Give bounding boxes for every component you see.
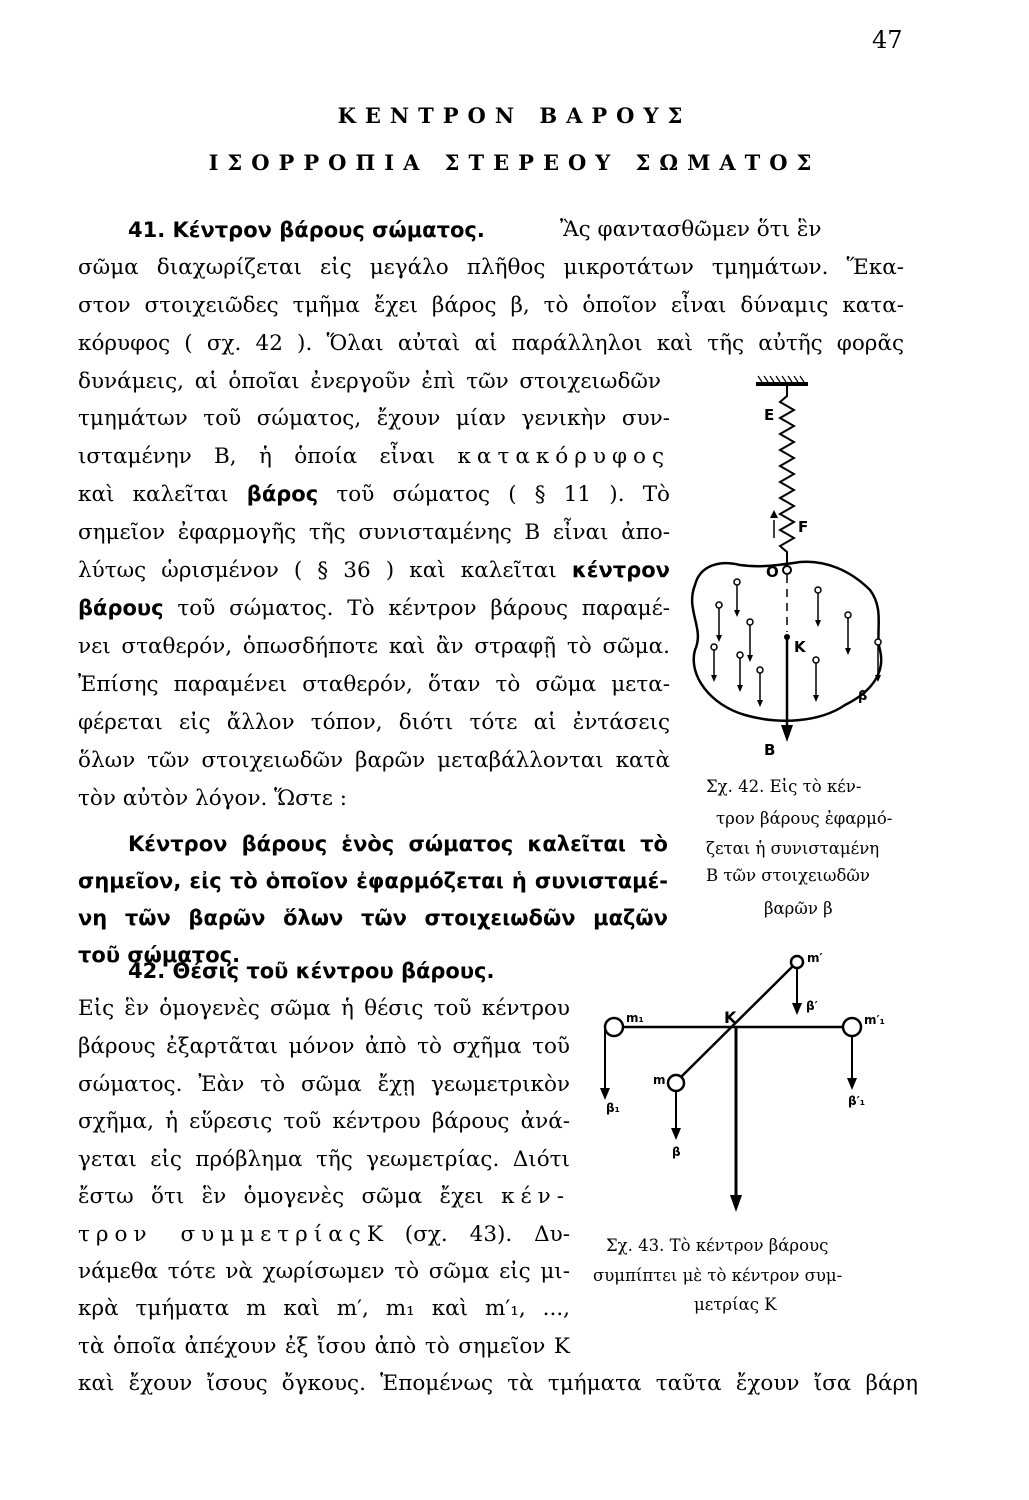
figure-42-caption: ζεται ἡ συνισταμένη [706, 839, 880, 858]
paragraph-line: λύτως ὡρισμένον ( § 36 ) καὶ καλεῖται κέντρον [78, 558, 670, 583]
label-k: K [724, 1008, 737, 1027]
definition-line: τοῦ σώματος. [78, 943, 241, 967]
chapter-subtitle: ΙΣΟΡΡΟΠΙΑ ΣΤΕΡΕΟΥ ΣΩΜΑΤΟΣ [208, 150, 821, 175]
label-f: F [798, 518, 809, 536]
label-e: E [764, 406, 775, 424]
section-41-heading: 41. Κέντρον βάρους σώματος. [128, 218, 485, 242]
label-beta: β [672, 1145, 681, 1159]
paragraph-line: τμημάτων τοῦ σώματος, ἔχουν μίαν γενικὴν συν- [78, 406, 670, 431]
paragraph-line: στον στοιχειῶδες τμῆμα ἔχει βάρος β, τὸ ὁποῖον εἶναι δύναμις κατα- [78, 293, 904, 318]
paragraph-line: δυνάμεις, αἱ ὁποῖαι ἐνεργοῦν ἐπὶ τῶν στοιχειωδῶν [78, 369, 661, 394]
paragraph-line: νάμεθα τότε νὰ χωρίσωμεν τὸ σῶμα εἰς μι- [78, 1259, 570, 1284]
figure-43-caption: μετρίας Κ [694, 1295, 777, 1314]
paragraph-line: ισταμένην Β, ἡ ὁποία εἶναι κατακόρυφος [78, 444, 670, 469]
figure-42 [680, 370, 910, 780]
figure-42-caption: βαρῶν β [764, 899, 833, 918]
paragraph-line: σημεῖον ἐφαρμογῆς τῆς συνισταμένης Β εἶναι ἀπο- [78, 520, 670, 545]
paragraph-line: ἔστω ὅτι ἓν ὁμογενὲς σῶμα ἔχει κέν- [78, 1184, 570, 1209]
label-m1: m₁ [626, 1011, 644, 1025]
paragraph-line: βάρους ἐξαρτᾶται μόνον ἀπὸ τὸ σχῆμα τοῦ [78, 1034, 570, 1059]
paragraph-line: τὰ ὁποῖα ἀπέχουν ἐξ ἴσου ἀπὸ τὸ σημεῖον Κ [78, 1334, 570, 1359]
figure-43-caption: συμπίπτει μὲ τὸ κέντρον συμ- [593, 1266, 843, 1285]
definition-line: σημεῖον, εἰς τὸ ὁποῖον ἐφαρμόζεται ἡ συνισταμέ- [78, 869, 668, 893]
figure-42-caption: Σχ. 42. Εἰς τὸ κέν- [706, 777, 862, 796]
figure-42-caption: Β τῶν στοιχειωδῶν [706, 866, 870, 885]
paragraph-line: σῶμα διαχωρίζεται εἰς μεγάλο πλῆθος μικροτάτων τμημάτων. Ἕκα- [78, 255, 904, 280]
paragraph-line: τὸν αὐτὸν λόγον. Ὥστε : [78, 786, 347, 811]
figure-42-caption: τρον βάρους ἐφαρμό- [716, 809, 893, 828]
paragraph-line: ὅλων τῶν στοιχειωδῶν βαρῶν μεταβάλλονται κατὰ [78, 748, 670, 773]
label-beta1-prime: β′₁ [848, 1094, 866, 1108]
label-beta: β [858, 689, 868, 704]
figure-43-caption: Σχ. 43. Τὸ κέντρον βάρους [606, 1236, 829, 1255]
paragraph-line: σχῆμα, ἡ εὕρεσις τοῦ κέντρου βάρους ἀνά- [78, 1109, 570, 1134]
paragraph-line: κρὰ τμήματα m καὶ m′, m₁ καὶ m′₁, ..., [78, 1296, 570, 1321]
section-42-heading: 42. Θέσις τοῦ κέντρου βάρους. [128, 959, 495, 983]
label-o: O [766, 563, 779, 581]
paragraph-line: Εἰς ἓν ὁμογενὲς σῶμα ἡ θέσις τοῦ κέντρου [78, 996, 570, 1021]
label-k: K [794, 638, 806, 656]
label-m1-prime: m′₁ [864, 1013, 885, 1027]
paragraph-line: γεται εἰς πρόβλημα τῆς γεωμετρίας. Διότι [78, 1147, 570, 1172]
label-m-prime: m′ [807, 951, 823, 965]
paragraph-line: τρον συμμετρίαςΚ (σχ. 43). Δυ- [78, 1222, 570, 1247]
label-beta1: β₁ [606, 1101, 620, 1115]
page-number: 47 [872, 26, 903, 54]
paragraph-line: σώματος. Ἐὰν τὸ σῶμα ἔχῃ γεωμετρικὸν [78, 1072, 570, 1097]
label-m: m [653, 1073, 666, 1087]
definition-line: Κέντρον βάρους ἑνὸς σώματος καλεῖται τὸ [128, 832, 668, 856]
label-b: B [764, 741, 776, 759]
paragraph-line: βάρους τοῦ σώματος. Τὸ κέντρον βάρους παραμέ- [78, 596, 670, 621]
paragraph-line: Ἐπίσης παραμένει σταθερόν, ὅταν τὸ σῶμα μετα- [78, 672, 670, 697]
chapter-title: ΚΕΝΤΡΟΝ ΒΑΡΟΥΣ [337, 103, 692, 128]
paragraph-line: νει σταθερόν, ὁπωσδήποτε καὶ ἂν στραφῇ τὸ σῶμα. [78, 634, 670, 659]
paragraph-line: Ἂς φαντασθῶμεν ὅτι ἓν [560, 217, 822, 242]
label-beta-prime: β′ [806, 999, 818, 1013]
figure-43 [590, 950, 920, 1230]
paragraph-line: κόρυφος ( σχ. 42 ). Ὅλαι αὐταὶ αἱ παράλληλοι καὶ τῆς αὐτῆς φορᾶς [78, 331, 904, 356]
definition-line: νη τῶν βαρῶν ὅλων τῶν στοιχειωδῶν μαζῶν [78, 906, 668, 930]
paragraph-line: φέρεται εἰς ἄλλον τόπον, διότι τότε αἱ ἐντάσεις [78, 710, 670, 735]
paragraph-line: καὶ ἔχουν ἴσους ὄγκους. Ἑπομένως τὰ τμήματα ταῦτα ἔχουν ἴσα βάρη [78, 1371, 918, 1396]
paragraph-line: καὶ καλεῖται βάρος τοῦ σώματος ( § 11 ). Τὸ [78, 482, 671, 507]
